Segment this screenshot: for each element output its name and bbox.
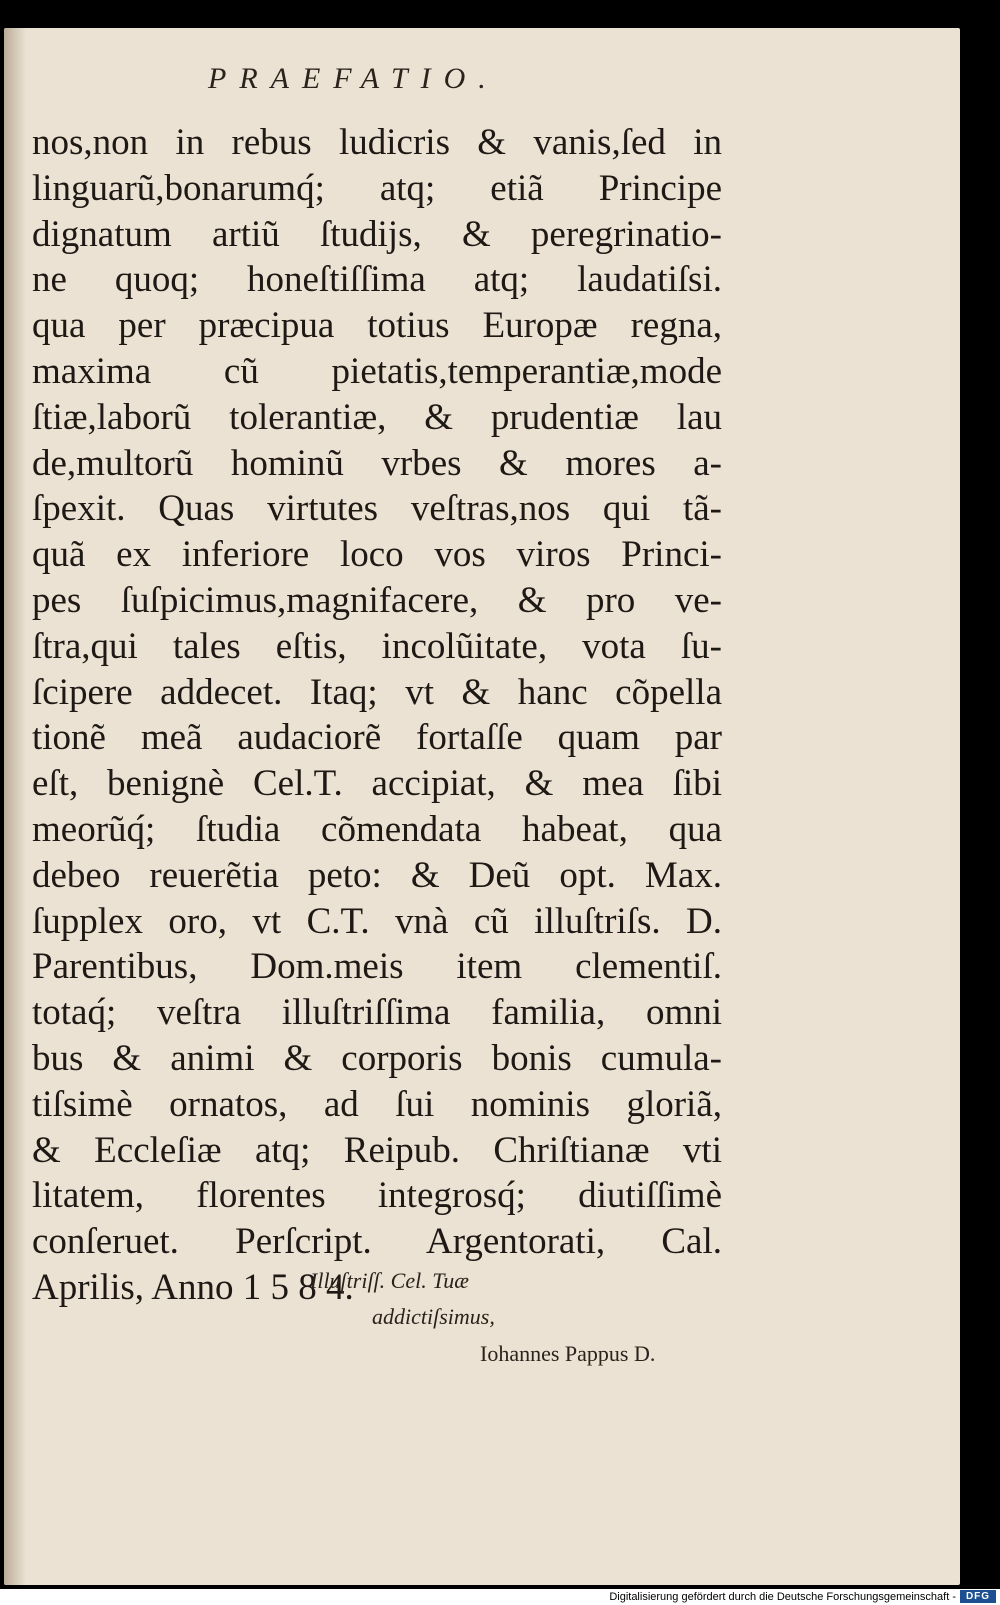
text-line: nos,non in rebus ludicris & vanis,ſed in: [32, 122, 722, 163]
text-line: meorũq́; ſtudia cõmendata habeat, qua: [32, 808, 722, 850]
dfg-logo: DFG: [960, 1590, 996, 1603]
text-line: ſcipere addecet. Itaq; vt & hanc cõpella: [32, 671, 722, 713]
signature-closing: addictiſsimus,: [372, 1304, 495, 1329]
text-line: linguarũ,bonarumq́; atq; etiã Principe: [32, 167, 722, 209]
text-line: ſtra,qui tales eſtis, incolũitate, vota ſu-: [32, 625, 722, 667]
text-line: maxima cũ pietatis,temperantiæ,mode: [32, 350, 722, 392]
signature-name: Iohannes Pappus D.: [480, 1341, 656, 1366]
text-line: ſpexit. Quas virtutes veſtras,nos qui tã-: [32, 488, 722, 530]
text-line: de,multorũ hominũ vrbes & mores a-: [32, 442, 722, 484]
text-line: qua per præcipua totius Europæ regna,: [32, 305, 722, 347]
text-line: ſtiæ,laborũ tolerantiæ, & prudentiæ lau: [32, 396, 722, 438]
text-line: conſeruet. Perſcript. Argentorati, Cal.: [32, 1221, 722, 1263]
text-line: tiſsimè ornatos, ad ſui nominis gloriã,: [32, 1083, 722, 1125]
text-line: pes ſuſpicimus,magnifacere, & pro ve-: [32, 579, 722, 621]
text-line-date: Aprilis, Anno 1 5 8 4.: [32, 1266, 354, 1308]
text-line: tionẽ meã audaciorẽ fortaſſe quam par: [32, 717, 722, 759]
running-head: PRAEFATIO.: [208, 62, 499, 95]
body-text: [32, 120, 722, 1311]
footer-bar: [0, 1589, 1000, 1605]
text-line: litatem, florentes integrosq́; diutiſſimè: [32, 1175, 722, 1217]
funding-notice: Digitalisierung gefördert durch die Deutsche Forschungsgemeinschaft -: [609, 1591, 956, 1603]
text-line: bus & animi & corporis bonis cumula-: [32, 1037, 722, 1079]
text-line: totaq́; veſtra illuſtriſſima familia, omni: [32, 992, 722, 1034]
book-page: [4, 28, 960, 1585]
text-line: eſt, benignè Cel.T. accipiat, & mea ſibi: [32, 763, 722, 805]
text-line: quã ex inferiore loco vos viros Princi-: [32, 534, 722, 576]
signature-salutation: Illuſtriſſ. Cel. Tuæ: [310, 1268, 469, 1293]
text-line: debeo reuerẽtia peto: & Deũ opt. Max.: [32, 854, 722, 896]
text-line: dignatum artiũ ſtudijs, & peregrinatio-: [32, 213, 722, 255]
text-line: Parentibus, Dom.meis item clementiſ.: [32, 946, 722, 988]
text-line: & Eccleſiæ atq; Reipub. Chriſtianæ vti: [32, 1129, 722, 1171]
text-line: ne quoq; honeſtiſſima atq; laudatiſsi.: [32, 259, 722, 301]
text-line: ſupplex oro, vt C.T. vnà cũ illuſtriſs. D.: [32, 900, 722, 942]
